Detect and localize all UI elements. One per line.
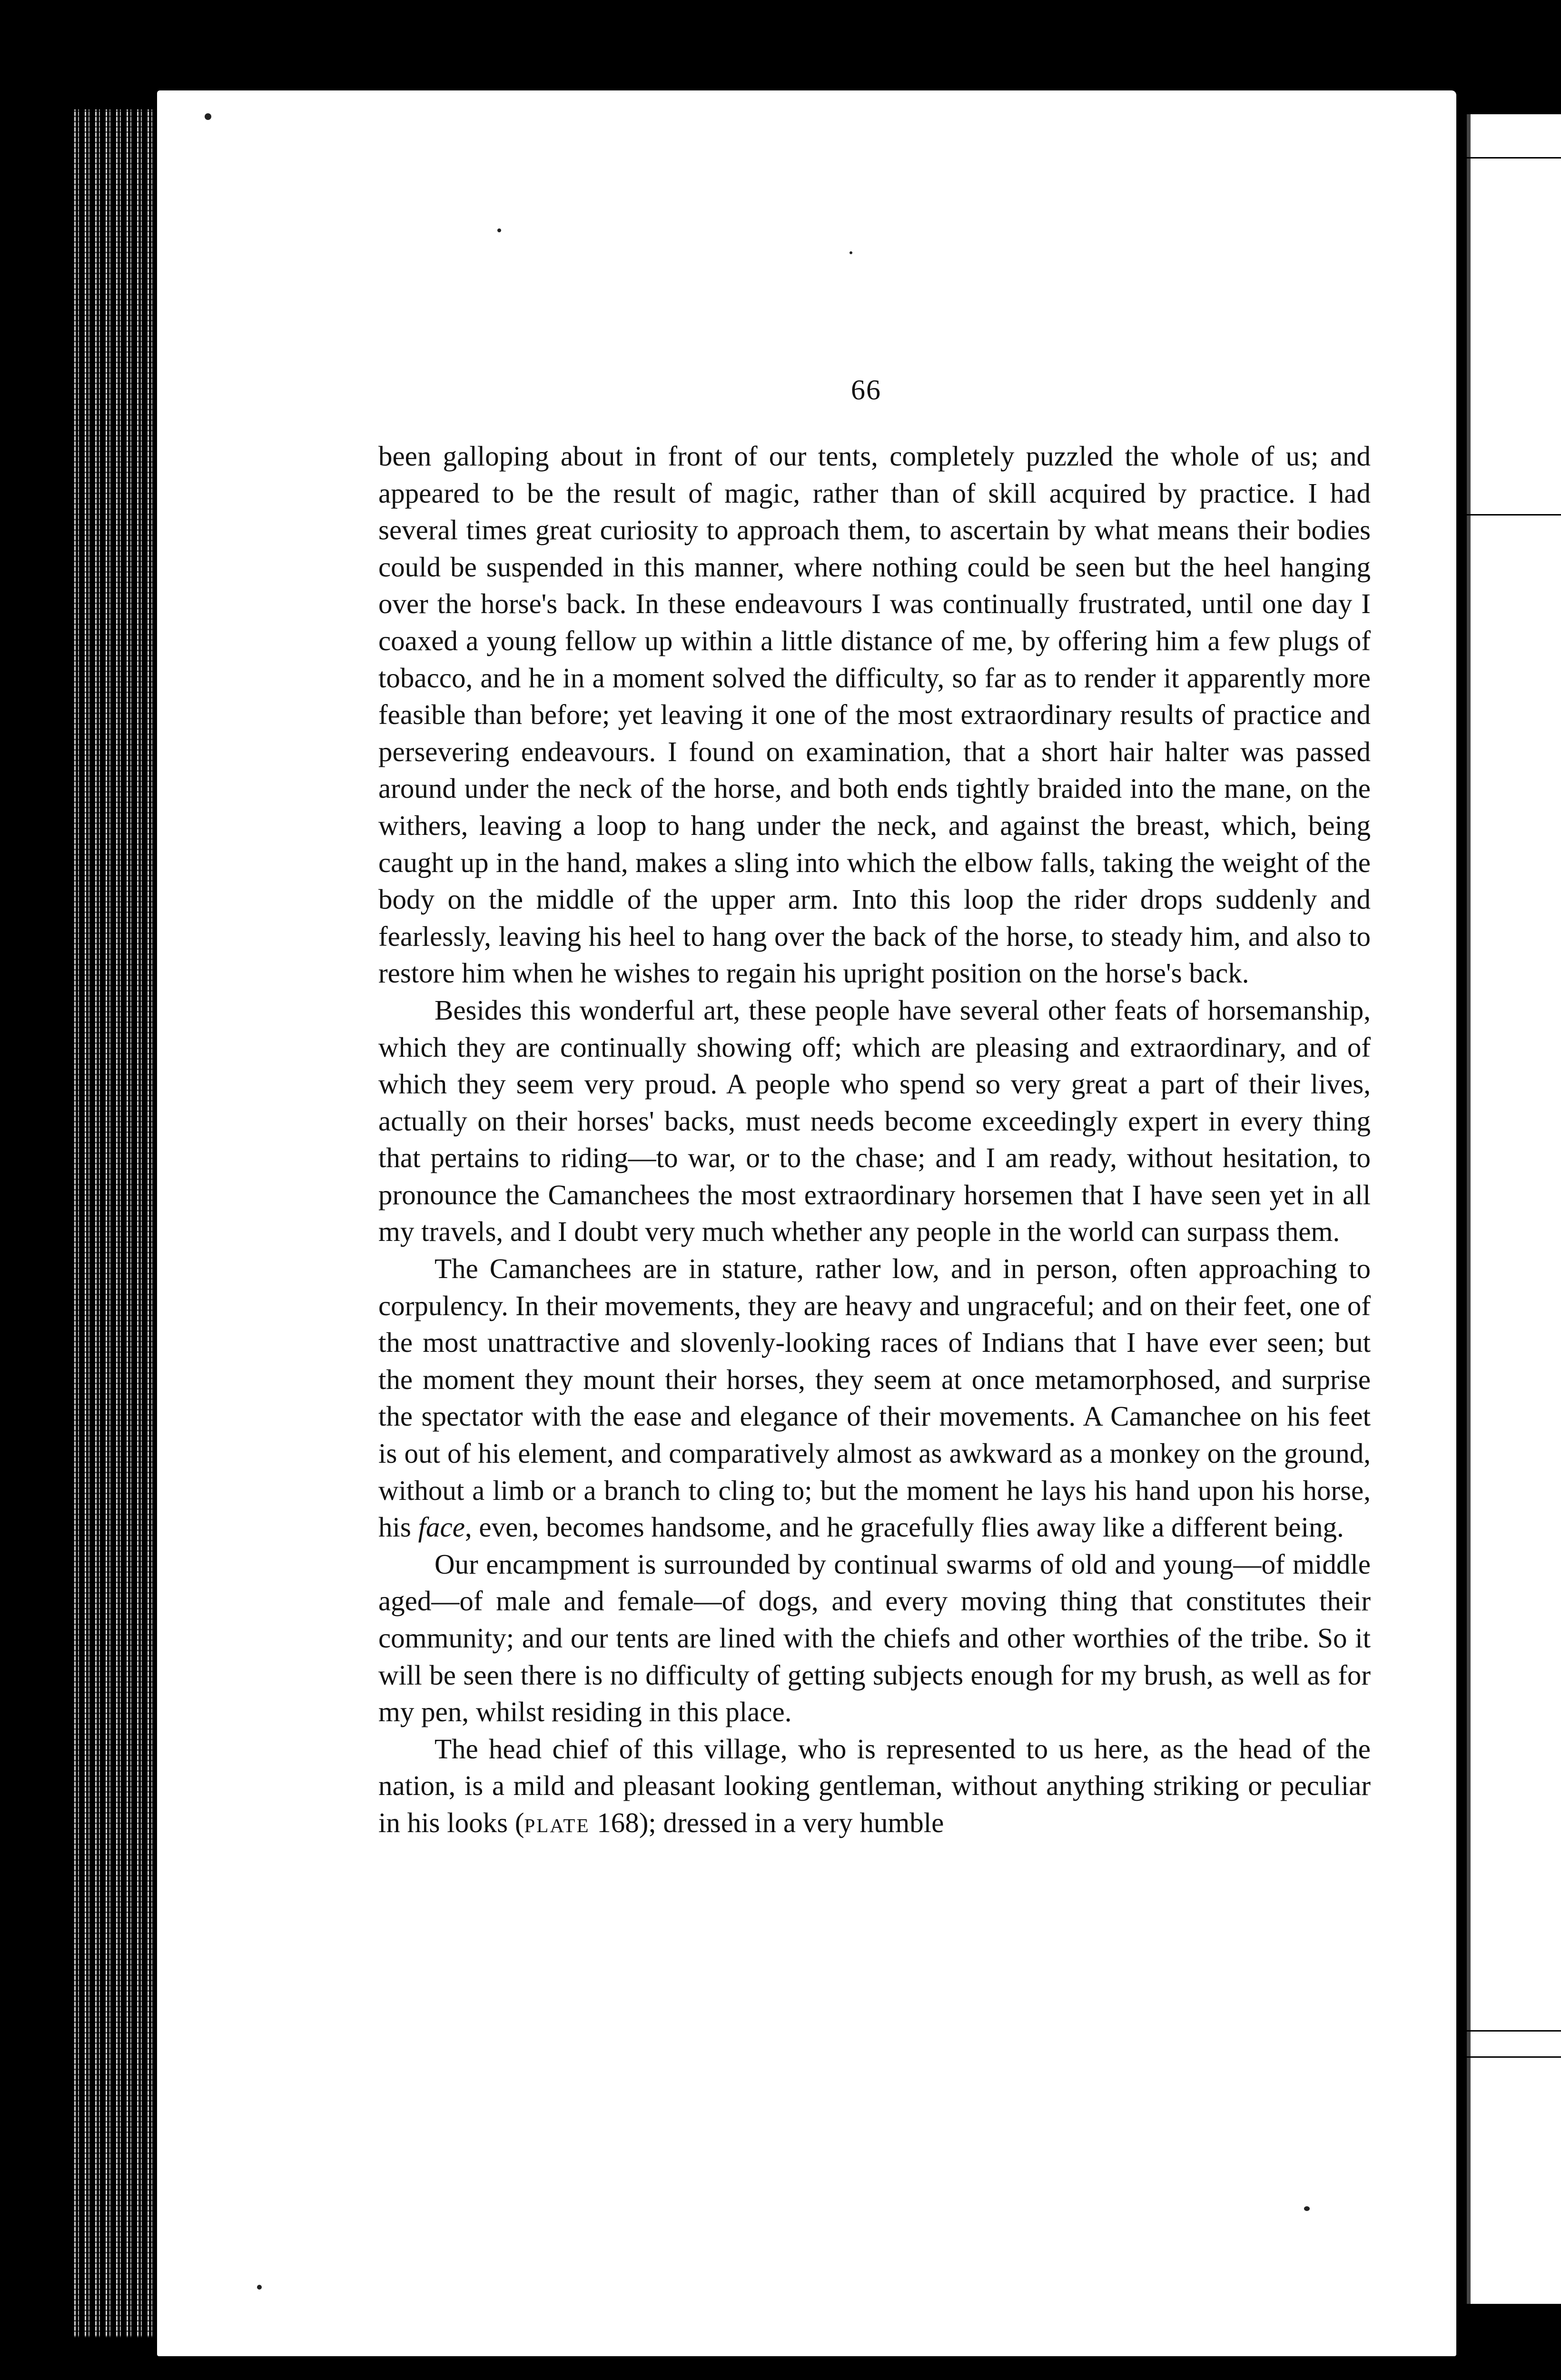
page-number: 66 — [851, 374, 881, 406]
paragraph: Our encampment is surrounded by continual swarms of old and young—of middle aged—of male and female—of dogs, and every moving thing that constitutes their community; and our tents are lined with the chiefs and other worthies of the tribe. So it will be seen there is no difficulty of getting subjects enough for my brush, as well as for my pen, whilst residing in this place. — [378, 1548, 1371, 1728]
paragraph — [378, 1731, 1371, 1842]
paragraph-text: The head chief of this village, who is represented to us here, as the head of the nation, is a mild and pleasant looking gentleman, without anything striking or peculiar in his looks ( — [378, 1733, 1371, 1838]
paragraph-text: , even, becomes handsome, and he gracefully flies away like a different being. — [464, 1511, 1344, 1543]
paragraph: been galloping about in front of our tents, completely puzzled the whole of us; and appeared to be the result of magic, rather than of skill acquired by practice. I had several times great curiosity to approach them, to ascertain by what means their bodies could be suspended in this manner, where nothing could be seen but the heel hanging over the horse's back. In these endeavours I was continually frustrated, until one day I coaxed a young fellow up within a little distance of me, by offering him a few plugs of tobacco, and he in a moment solved the difficulty, so far as to render it apparently more feasible than before; yet leaving it one of the most extraordinary results of practice and persevering endeavours. I found on examination, that a short hair halter was passed around under the neck of the horse, and both ends tightly braided into the mane, on the withers, leaving a loop to hang under the neck, and against the breast, which, being caught up in the hand, makes a sling into which the elbow falls, taking the weight of the body on the middle of the upper arm. Into this loop the rider drops suddenly and fearlessly, leaving his heel to hang over the back of the horse, to steady him, and also to restore him when he wishes to regain his upright position on the horse's back. — [378, 440, 1371, 989]
dust-speck — [1304, 2206, 1310, 2211]
plate-label: plate — [524, 1806, 590, 1838]
book-binding-edge — [71, 109, 167, 2337]
paragraph-text: ); dressed in a very humble — [639, 1806, 944, 1838]
paragraph-text: The Camanchees are in stature, rather low, and in person, often approaching to corpulency. In their movements, they are heavy and ungraceful; and on their feet, one of the most unattractive and slovenly-looking races of Indians that I have ever seen; but the moment they mount their horses, they seem at once metamorphosed, and surprise the spectator with the ease and elegance of their movements. A Camanchee on his feet is out of his element, and comparatively almost as awkward as a monkey on the ground, without a limb or a branch to cling to; but the moment he lays his hand upon his horse, his — [378, 1253, 1371, 1543]
body-text — [378, 438, 1371, 1842]
dust-speck — [850, 251, 852, 254]
italic-word: face — [418, 1511, 465, 1543]
next-page-edge — [1456, 114, 1561, 2304]
plate-number: 168 — [597, 1806, 639, 1838]
dust-speck — [497, 228, 501, 232]
paragraph: Besides this wonderful art, these people have several other feats of horsemanship, which they are continually showing off; which are pleasing and extraordinary, and of which they seem very proud. A people who spend so very great a part of their lives, actually on their horses' backs, must needs become exceedingly expert in every thing that pertains to riding—to war, or to the chase; and I am ready, without hesitation, to pronounce the Camanchees the most extraordinary horsemen that I have seen yet in all my travels, and I doubt very much whether any people in the world can surpass them. — [378, 994, 1371, 1248]
dust-speck — [205, 113, 211, 120]
paragraph — [378, 1250, 1371, 1546]
dust-speck — [257, 2285, 262, 2290]
